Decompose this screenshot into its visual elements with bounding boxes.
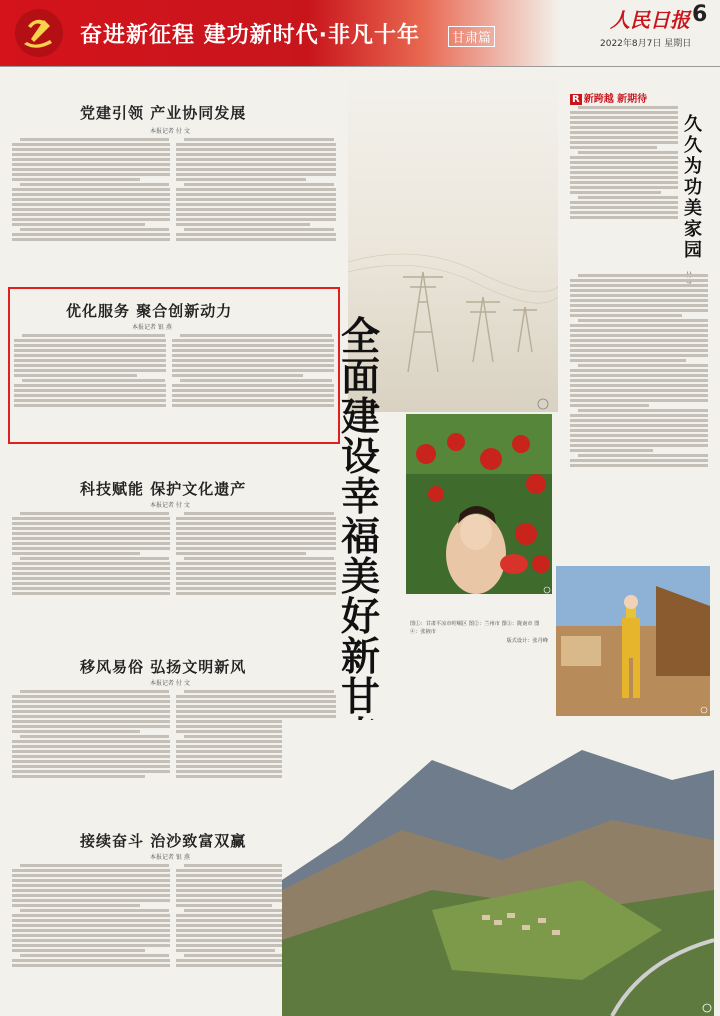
section-body-2b: [172, 332, 334, 440]
banner-subtitle: 甘肃篇: [448, 26, 495, 47]
section-byline-5: 本报记者 银 燕: [150, 854, 190, 861]
section-body-2a: [14, 332, 166, 440]
header-rule: [0, 66, 720, 67]
main-headline: 全面建设幸福美好新甘: [341, 315, 381, 720]
caption-text: 图①：甘肃平凉市崆峒区 图②：兰州市 图③：陇南市 图④：张掖市: [410, 621, 540, 636]
section-title-4: 移风易俗 弘扬文明新风: [80, 658, 247, 676]
photo-apple-harvest: [406, 414, 552, 594]
page-number: 6: [692, 2, 708, 27]
section-body-4a: [12, 688, 170, 818]
section-title-5: 接续奋斗 治沙致富双赢: [80, 832, 247, 850]
photo-folk-performance: [556, 566, 710, 716]
section-body-3b: [176, 510, 336, 630]
section-byline-4: 本报记者 付 文: [150, 680, 190, 687]
section-byline-2: 本报记者 银 燕: [132, 324, 172, 331]
section-title-2: 优化服务 聚合创新动力: [66, 302, 233, 320]
section-title-1: 党建引领 产业协同发展: [80, 104, 247, 122]
section-body-3a: [12, 510, 170, 630]
column-body-main: [570, 272, 708, 548]
photo-mountain-village: [282, 720, 714, 1016]
column-title: 久久为功美家园: [684, 114, 702, 261]
section-body-1a: [12, 136, 170, 284]
section-body-5b: [176, 862, 294, 1010]
section-title-3: 科技赋能 保护文化遗产: [80, 480, 247, 498]
column-body-top: [570, 104, 678, 268]
column-tag-icon: R: [572, 94, 580, 105]
photo-captions: [410, 620, 548, 645]
banner: [0, 0, 560, 66]
column-tag-label: 新跨越 新期待: [583, 94, 648, 105]
column-tag: [570, 90, 647, 105]
newspaper-logo: 人民日报: [610, 8, 690, 32]
section-body-5a: [12, 862, 170, 1010]
section-byline-1: 本报记者 付 文: [150, 128, 190, 135]
date-line: 2022年8月7日 星期日: [600, 39, 692, 49]
section-body-1b: [176, 136, 336, 284]
party-emblem-icon: [14, 8, 64, 58]
caption-credit: 版式设计：张丹峰: [506, 637, 548, 644]
banner-title: 奋进新征程 建功新时代·非凡十年: [80, 23, 421, 48]
section-byline-3: 本报记者 付 文: [150, 502, 190, 509]
